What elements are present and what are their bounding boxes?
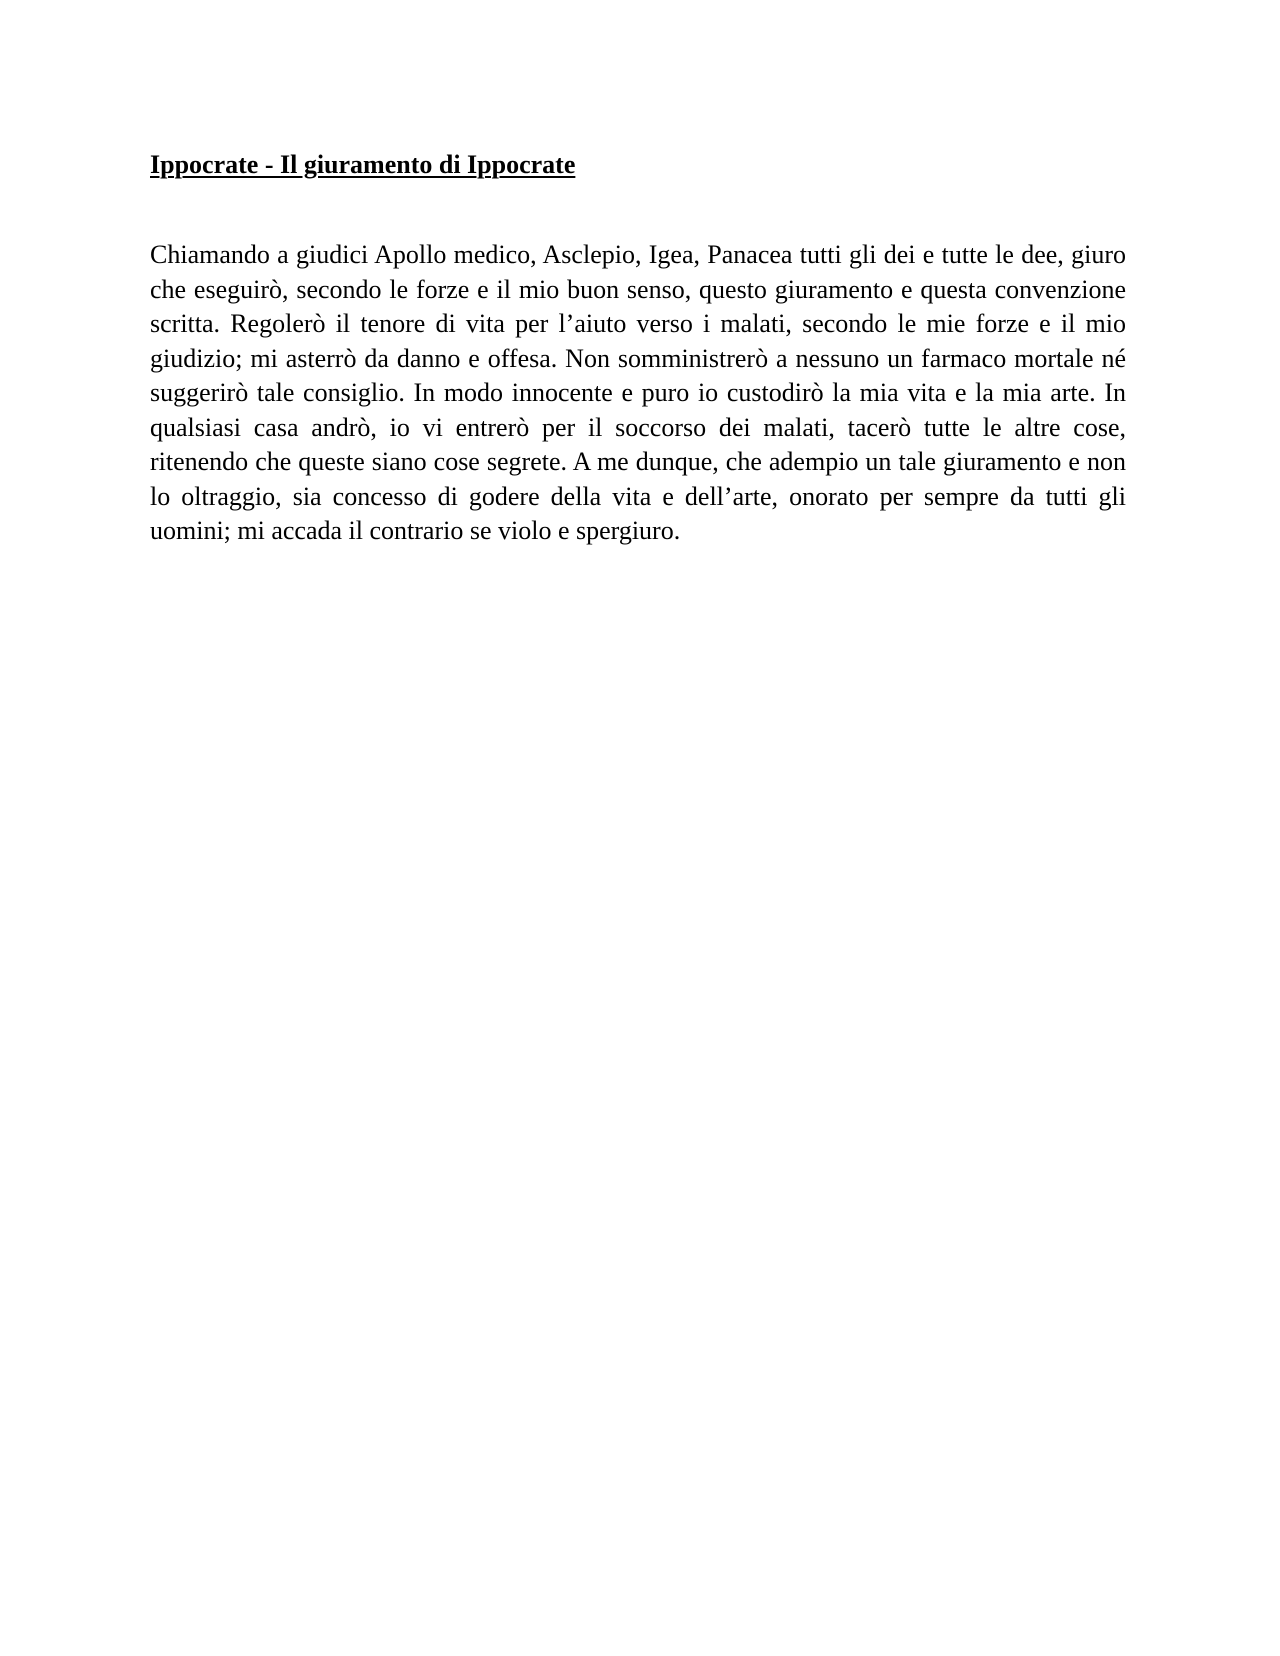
document-paragraph: Chiamando a giudici Apollo medico, Asclepio, Igea, Panacea tutti gli dei e tutte le dee, giuro che eseguirò, secondo le forze e il mio buon senso, questo giuramento e questa convenzione scritta. Regolerò il tenore di vita per l’aiuto verso i malati, secondo le mie forze e il mio giudizio; mi asterrò da danno e offesa. Non somministrerò a nessuno un farmaco mortale né suggerirò tale consiglio. In modo innocente e puro io custodirò la mia vita e la mia arte. In qualsiasi casa andrò, io vi entrerò per il soccorso dei malati, tacerò tutte le altre cose, ritenendo che queste siano cose segrete. A me dunque, che adempio un tale giuramento e non lo oltraggio, sia concesso di godere della vita e dell’arte, onorato per sempre da tutti gli uomini; mi accada il contrario se violo e spergiuro.: [150, 240, 1126, 545]
document-content: [150, 148, 1126, 549]
document-title: Ippocrate - Il giuramento di Ippocrate: [150, 150, 576, 179]
